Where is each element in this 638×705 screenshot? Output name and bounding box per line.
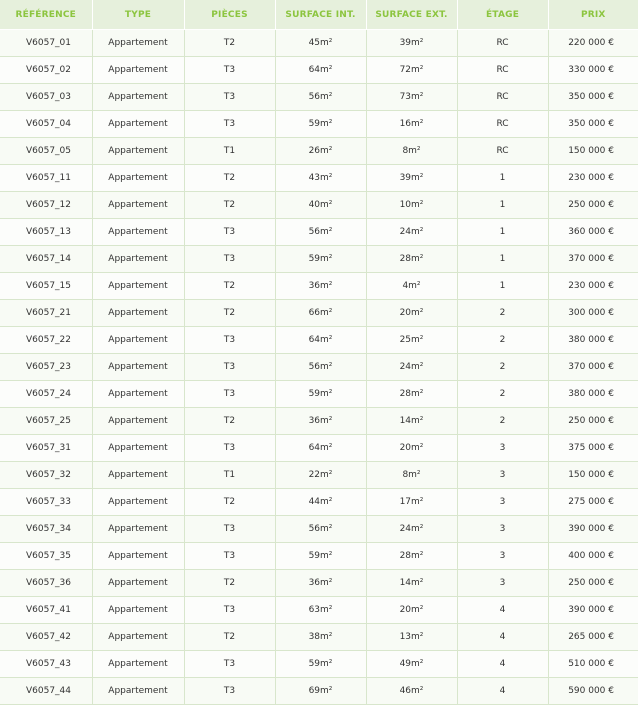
cell-prix: 300 000 €: [548, 300, 638, 327]
table-row[interactable]: [0, 408, 638, 435]
header-pieces[interactable]: PIÈCES: [184, 0, 275, 30]
cell-type: Appartement: [92, 273, 184, 300]
cell-surface-ext: 46m²: [366, 678, 457, 705]
cell-pieces: T2: [184, 273, 275, 300]
cell-prix: 330 000 €: [548, 57, 638, 84]
cell-surface-int: 56m²: [275, 354, 366, 381]
cell-etage: 2: [457, 408, 548, 435]
table-row[interactable]: [0, 165, 638, 192]
cell-prix: 220 000 €: [548, 30, 638, 57]
cell-surface-ext: 24m²: [366, 516, 457, 543]
cell-surface-ext: 28m²: [366, 543, 457, 570]
cell-etage: 1: [457, 165, 548, 192]
header-etage[interactable]: ÉTAGE: [457, 0, 548, 30]
cell-pieces: T3: [184, 246, 275, 273]
cell-type: Appartement: [92, 489, 184, 516]
header-reference[interactable]: RÉFÉRENCE: [0, 0, 92, 30]
cell-prix: 590 000 €: [548, 678, 638, 705]
cell-prix: 360 000 €: [548, 219, 638, 246]
table-row[interactable]: [0, 489, 638, 516]
cell-type: Appartement: [92, 111, 184, 138]
cell-pieces: T2: [184, 192, 275, 219]
cell-type: Appartement: [92, 165, 184, 192]
cell-surface-ext: 24m²: [366, 354, 457, 381]
cell-prix: 350 000 €: [548, 111, 638, 138]
cell-prix: 370 000 €: [548, 354, 638, 381]
table-row[interactable]: [0, 435, 638, 462]
cell-surface-int: 59m²: [275, 111, 366, 138]
cell-reference: V6057_35: [0, 543, 92, 570]
cell-pieces: T3: [184, 597, 275, 624]
cell-surface-int: 59m²: [275, 246, 366, 273]
table-row[interactable]: [0, 57, 638, 84]
cell-surface-int: 66m²: [275, 300, 366, 327]
cell-etage: 2: [457, 381, 548, 408]
cell-surface-ext: 20m²: [366, 435, 457, 462]
cell-reference: V6057_04: [0, 111, 92, 138]
cell-surface-int: 56m²: [275, 219, 366, 246]
cell-surface-ext: 14m²: [366, 408, 457, 435]
cell-pieces: T3: [184, 84, 275, 111]
cell-type: Appartement: [92, 30, 184, 57]
cell-type: Appartement: [92, 381, 184, 408]
table-row[interactable]: [0, 543, 638, 570]
cell-etage: 3: [457, 570, 548, 597]
cell-surface-int: 26m²: [275, 138, 366, 165]
cell-etage: 4: [457, 597, 548, 624]
cell-reference: V6057_15: [0, 273, 92, 300]
cell-reference: V6057_01: [0, 30, 92, 57]
cell-reference: V6057_11: [0, 165, 92, 192]
cell-pieces: T1: [184, 462, 275, 489]
cell-prix: 510 000 €: [548, 651, 638, 678]
cell-prix: 370 000 €: [548, 246, 638, 273]
table-row[interactable]: [0, 516, 638, 543]
cell-type: Appartement: [92, 354, 184, 381]
cell-pieces: T3: [184, 516, 275, 543]
table-row[interactable]: [0, 300, 638, 327]
cell-type: Appartement: [92, 570, 184, 597]
cell-etage: 1: [457, 219, 548, 246]
cell-etage: RC: [457, 57, 548, 84]
cell-type: Appartement: [92, 462, 184, 489]
table-row[interactable]: [0, 30, 638, 57]
cell-etage: 3: [457, 462, 548, 489]
table-row[interactable]: [0, 381, 638, 408]
cell-prix: 150 000 €: [548, 462, 638, 489]
cell-prix: 275 000 €: [548, 489, 638, 516]
table-row[interactable]: [0, 624, 638, 651]
cell-etage: RC: [457, 30, 548, 57]
cell-surface-int: 64m²: [275, 327, 366, 354]
cell-surface-int: 45m²: [275, 30, 366, 57]
cell-reference: V6057_21: [0, 300, 92, 327]
cell-type: Appartement: [92, 219, 184, 246]
cell-pieces: T3: [184, 111, 275, 138]
cell-prix: 380 000 €: [548, 327, 638, 354]
cell-surface-ext: 20m²: [366, 300, 457, 327]
cell-prix: 150 000 €: [548, 138, 638, 165]
cell-etage: 2: [457, 327, 548, 354]
cell-pieces: T2: [184, 300, 275, 327]
cell-pieces: T3: [184, 327, 275, 354]
cell-prix: 390 000 €: [548, 597, 638, 624]
cell-etage: 4: [457, 651, 548, 678]
cell-type: Appartement: [92, 408, 184, 435]
cell-surface-ext: 17m²: [366, 489, 457, 516]
cell-etage: 2: [457, 354, 548, 381]
cell-type: Appartement: [92, 84, 184, 111]
cell-etage: 1: [457, 273, 548, 300]
cell-etage: 3: [457, 516, 548, 543]
cell-surface-int: 56m²: [275, 516, 366, 543]
cell-surface-int: 64m²: [275, 435, 366, 462]
cell-reference: V6057_25: [0, 408, 92, 435]
cell-reference: V6057_43: [0, 651, 92, 678]
cell-reference: V6057_34: [0, 516, 92, 543]
cell-surface-int: 59m²: [275, 381, 366, 408]
header-surface-ext[interactable]: SURFACE EXT.: [366, 0, 457, 30]
table-row[interactable]: [0, 597, 638, 624]
cell-surface-ext: 13m²: [366, 624, 457, 651]
cell-surface-int: 40m²: [275, 192, 366, 219]
table-row[interactable]: [0, 111, 638, 138]
cell-reference: V6057_02: [0, 57, 92, 84]
cell-prix: 400 000 €: [548, 543, 638, 570]
cell-type: Appartement: [92, 543, 184, 570]
cell-surface-ext: 16m²: [366, 111, 457, 138]
cell-surface-ext: 39m²: [366, 30, 457, 57]
cell-surface-int: 59m²: [275, 543, 366, 570]
cell-prix: 250 000 €: [548, 192, 638, 219]
header-row: [0, 0, 638, 30]
table-row[interactable]: [0, 651, 638, 678]
cell-prix: 265 000 €: [548, 624, 638, 651]
cell-reference: V6057_41: [0, 597, 92, 624]
cell-etage: 3: [457, 489, 548, 516]
cell-reference: V6057_14: [0, 246, 92, 273]
table-row[interactable]: [0, 570, 638, 597]
cell-surface-ext: 28m²: [366, 246, 457, 273]
cell-type: Appartement: [92, 138, 184, 165]
cell-reference: V6057_03: [0, 84, 92, 111]
cell-surface-ext: 20m²: [366, 597, 457, 624]
table-row[interactable]: [0, 327, 638, 354]
cell-pieces: T2: [184, 165, 275, 192]
cell-pieces: T3: [184, 651, 275, 678]
cell-reference: V6057_05: [0, 138, 92, 165]
table-row[interactable]: [0, 84, 638, 111]
cell-pieces: T3: [184, 381, 275, 408]
cell-surface-int: 59m²: [275, 651, 366, 678]
cell-surface-int: 44m²: [275, 489, 366, 516]
cell-etage: 3: [457, 543, 548, 570]
cell-surface-ext: 10m²: [366, 192, 457, 219]
cell-surface-ext: 72m²: [366, 57, 457, 84]
table-row[interactable]: [0, 462, 638, 489]
cell-surface-ext: 28m²: [366, 381, 457, 408]
cell-etage: 3: [457, 435, 548, 462]
cell-reference: V6057_32: [0, 462, 92, 489]
cell-reference: V6057_42: [0, 624, 92, 651]
cell-pieces: T3: [184, 678, 275, 705]
cell-reference: V6057_12: [0, 192, 92, 219]
cell-prix: 230 000 €: [548, 165, 638, 192]
cell-surface-int: 43m²: [275, 165, 366, 192]
cell-surface-ext: 14m²: [366, 570, 457, 597]
cell-type: Appartement: [92, 516, 184, 543]
table-row[interactable]: [0, 192, 638, 219]
cell-etage: RC: [457, 138, 548, 165]
cell-etage: RC: [457, 84, 548, 111]
cell-surface-ext: 25m²: [366, 327, 457, 354]
cell-type: Appartement: [92, 57, 184, 84]
cell-pieces: T3: [184, 435, 275, 462]
table-row[interactable]: [0, 273, 638, 300]
cell-surface-int: 64m²: [275, 57, 366, 84]
table-body: [0, 30, 638, 705]
cell-type: Appartement: [92, 327, 184, 354]
header-surface-int[interactable]: SURFACE INT.: [275, 0, 366, 30]
cell-type: Appartement: [92, 678, 184, 705]
cell-surface-int: 22m²: [275, 462, 366, 489]
cell-etage: 1: [457, 246, 548, 273]
cell-prix: 375 000 €: [548, 435, 638, 462]
cell-pieces: T3: [184, 354, 275, 381]
cell-reference: V6057_36: [0, 570, 92, 597]
cell-reference: V6057_31: [0, 435, 92, 462]
cell-type: Appartement: [92, 624, 184, 651]
cell-etage: 4: [457, 678, 548, 705]
cell-reference: V6057_22: [0, 327, 92, 354]
cell-pieces: T1: [184, 138, 275, 165]
cell-reference: V6057_23: [0, 354, 92, 381]
cell-etage: 2: [457, 300, 548, 327]
cell-prix: 250 000 €: [548, 570, 638, 597]
cell-etage: RC: [457, 111, 548, 138]
cell-surface-ext: 39m²: [366, 165, 457, 192]
cell-pieces: T3: [184, 57, 275, 84]
table-row[interactable]: [0, 678, 638, 705]
table-row[interactable]: [0, 354, 638, 381]
cell-surface-ext: 24m²: [366, 219, 457, 246]
cell-pieces: T2: [184, 408, 275, 435]
cell-surface-int: 36m²: [275, 570, 366, 597]
cell-surface-ext: 4m²: [366, 273, 457, 300]
cell-surface-ext: 8m²: [366, 138, 457, 165]
cell-reference: V6057_33: [0, 489, 92, 516]
cell-prix: 350 000 €: [548, 84, 638, 111]
cell-surface-int: 63m²: [275, 597, 366, 624]
cell-surface-int: 38m²: [275, 624, 366, 651]
cell-surface-ext: 49m²: [366, 651, 457, 678]
cell-pieces: T2: [184, 570, 275, 597]
cell-type: Appartement: [92, 597, 184, 624]
cell-prix: 230 000 €: [548, 273, 638, 300]
cell-pieces: T2: [184, 30, 275, 57]
table-row[interactable]: [0, 219, 638, 246]
header-prix[interactable]: PRIX: [548, 0, 638, 30]
cell-type: Appartement: [92, 435, 184, 462]
table-header: [0, 0, 638, 30]
cell-reference: V6057_44: [0, 678, 92, 705]
cell-type: Appartement: [92, 651, 184, 678]
cell-reference: V6057_13: [0, 219, 92, 246]
cell-pieces: T2: [184, 489, 275, 516]
cell-type: Appartement: [92, 300, 184, 327]
cell-surface-ext: 73m²: [366, 84, 457, 111]
cell-type: Appartement: [92, 246, 184, 273]
cell-etage: 1: [457, 192, 548, 219]
header-type[interactable]: TYPE: [92, 0, 184, 30]
cell-type: Appartement: [92, 192, 184, 219]
table-row[interactable]: [0, 246, 638, 273]
cell-surface-int: 36m²: [275, 273, 366, 300]
cell-surface-int: 69m²: [275, 678, 366, 705]
cell-surface-int: 36m²: [275, 408, 366, 435]
cell-pieces: T3: [184, 543, 275, 570]
cell-surface-ext: 8m²: [366, 462, 457, 489]
cell-prix: 250 000 €: [548, 408, 638, 435]
cell-reference: V6057_24: [0, 381, 92, 408]
cell-pieces: T2: [184, 624, 275, 651]
cell-prix: 390 000 €: [548, 516, 638, 543]
cell-pieces: T3: [184, 219, 275, 246]
cell-surface-int: 56m²: [275, 84, 366, 111]
cell-etage: 4: [457, 624, 548, 651]
cell-prix: 380 000 €: [548, 381, 638, 408]
table-row[interactable]: [0, 138, 638, 165]
